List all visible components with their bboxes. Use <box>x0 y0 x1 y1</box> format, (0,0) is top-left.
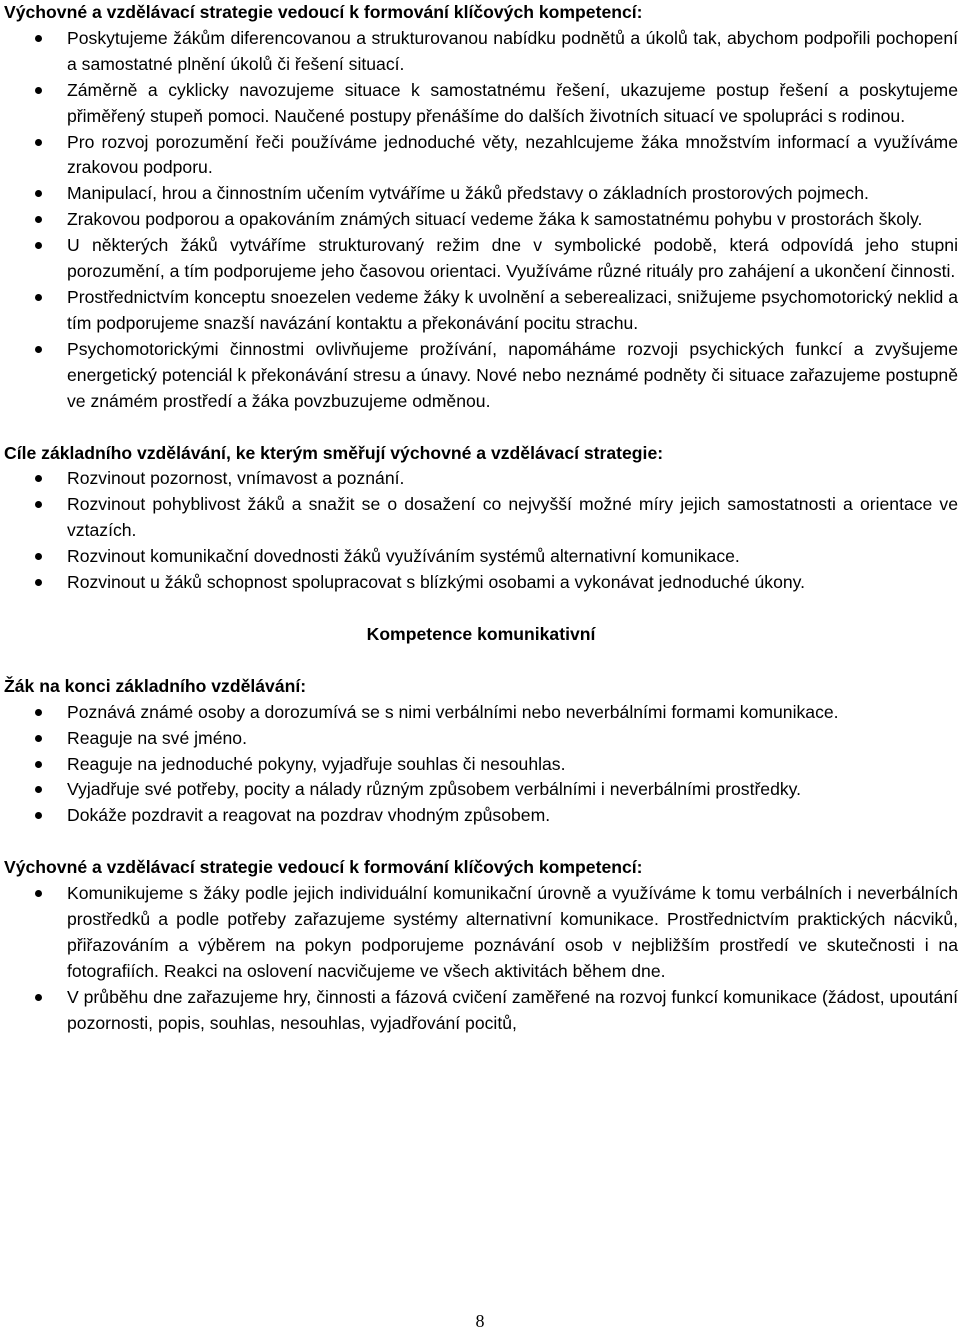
section-heading-pupil: Žák na konci základního vzdělávání: <box>4 675 307 696</box>
goals-list <box>4 466 958 596</box>
list-item: V průběhu dne zařazujeme hry, činnosti a fázová cvičení zaměřené na rozvoj funkcí komunikace (žádost, upoutání pozornosti, popis, souhlas, nesouhlas, vyjadřování pocitů, <box>4 985 958 1037</box>
list-item: Reaguje na své jméno. <box>4 726 958 752</box>
list-item: Poznává známé osoby a dorozumívá se s nimi verbálními nebo neverbálními formami komunikace. <box>4 700 958 726</box>
section-heading-goals: Cíle základního vzdělávání, ke kterým směřují výchovné a vzdělávací strategie: <box>4 442 664 463</box>
spacer <box>4 596 958 622</box>
section-heading-strategies-2: Výchovné a vzdělávací strategie vedoucí k formování klíčových kompetencí: <box>4 857 643 878</box>
competence-title: Kompetence komunikativní <box>366 623 596 644</box>
page-number: 8 <box>475 1311 485 1331</box>
spacer <box>4 415 958 441</box>
document-page <box>4 0 958 1037</box>
strategies-list-2 <box>4 881 958 1036</box>
list-item: Rozvinout pozornost, vnímavost a poznání. <box>4 466 958 492</box>
list-item: Komunikujeme s žáky podle jejich individuální komunikační úrovně a využíváme k tomu verbálních i neverbálních prostředků a podle potřeby zařazujeme systémy alternativní komunikace. Prostřednictvím praktických nácviků, přiřazováním a výběrem na pokyn podporujeme poznávání osob v nejbližším prostředí ve skutečnosti i na fotografiích. Reakci na oslovení nacvičujeme ve všech aktivitách během dne. <box>4 881 958 985</box>
section-heading-strategies: Výchovné a vzdělávací strategie vedoucí k formování klíčových kompetencí: <box>4 2 643 22</box>
list-item: Rozvinout u žáků schopnost spolupracovat s blízkými osobami a vykonávat jednoduché úkony. <box>4 570 958 596</box>
list-item: Záměrně a cyklicky navozujeme situace k samostatnému řešení, ukazujeme postup řešení a poskytujeme přiměřený stupeň pomoci. Naučené postupy přenášíme do dalších životních situací ve spolupráci s rodinou. <box>4 78 958 130</box>
list-item: Poskytujeme žákům diferencovanou a strukturovanou nabídku podnětů a úkolů tak, abychom podpořili pochopení a samostatné plnění úkolů či řešení situací. <box>4 26 958 78</box>
pupil-outcomes-list <box>4 700 958 830</box>
list-item: Manipulací, hrou a činnostním učením vytváříme u žáků představy o základních prostorových pojmech. <box>4 181 958 207</box>
strategies-list <box>4 26 958 415</box>
list-item: Pro rozvoj porozumění řeči používáme jednoduché věty, nezahlcujeme žáka množstvím informací a využíváme zrakovou podporu. <box>4 130 958 182</box>
list-item: Zrakovou podporou a opakováním známých situací vedeme žáka k samostatnému pohybu v prostorách školy. <box>4 207 958 233</box>
list-item: Psychomotorickými činnostmi ovlivňujeme prožívání, napomáháme rozvoji psychických funkcí a zvyšujeme energetický potenciál k překonávání stresu a únavy. Nové nebo neznámé podněty či situace zařazujeme postupně ve známém prostředí a žáka povzbuzujeme odměnou. <box>4 337 958 415</box>
spacer <box>4 829 958 855</box>
list-item: Prostřednictvím konceptu snoezelen vedeme žáky k uvolnění a seberealizaci, snižujeme psychomotorický neklid a tím podporujeme snazší navázání kontaktu a překonávání pocitu strachu. <box>4 285 958 337</box>
list-item: Vyjadřuje své potřeby, pocity a nálady různým způsobem verbálními i neverbálními prostředky. <box>4 777 958 803</box>
list-item: Rozvinout komunikační dovednosti žáků využíváním systémů alternativní komunikace. <box>4 544 958 570</box>
list-item: Reaguje na jednoduché pokyny, vyjadřuje souhlas či nesouhlas. <box>4 752 958 778</box>
list-item: Rozvinout pohyblivost žáků a snažit se o dosažení co nejvyšší možné míry jejich samostatnosti a orientace ve vztazích. <box>4 492 958 544</box>
list-item: U některých žáků vytváříme strukturovaný režim dne v symbolické podobě, která odpovídá jeho stupni porozumění, a tím podporujeme jeho časovou orientaci. Využíváme různé rituály pro zahájení a ukončení činnosti. <box>4 233 958 285</box>
list-item: Dokáže pozdravit a reagovat na pozdrav vhodným způsobem. <box>4 803 958 829</box>
spacer <box>4 648 958 674</box>
